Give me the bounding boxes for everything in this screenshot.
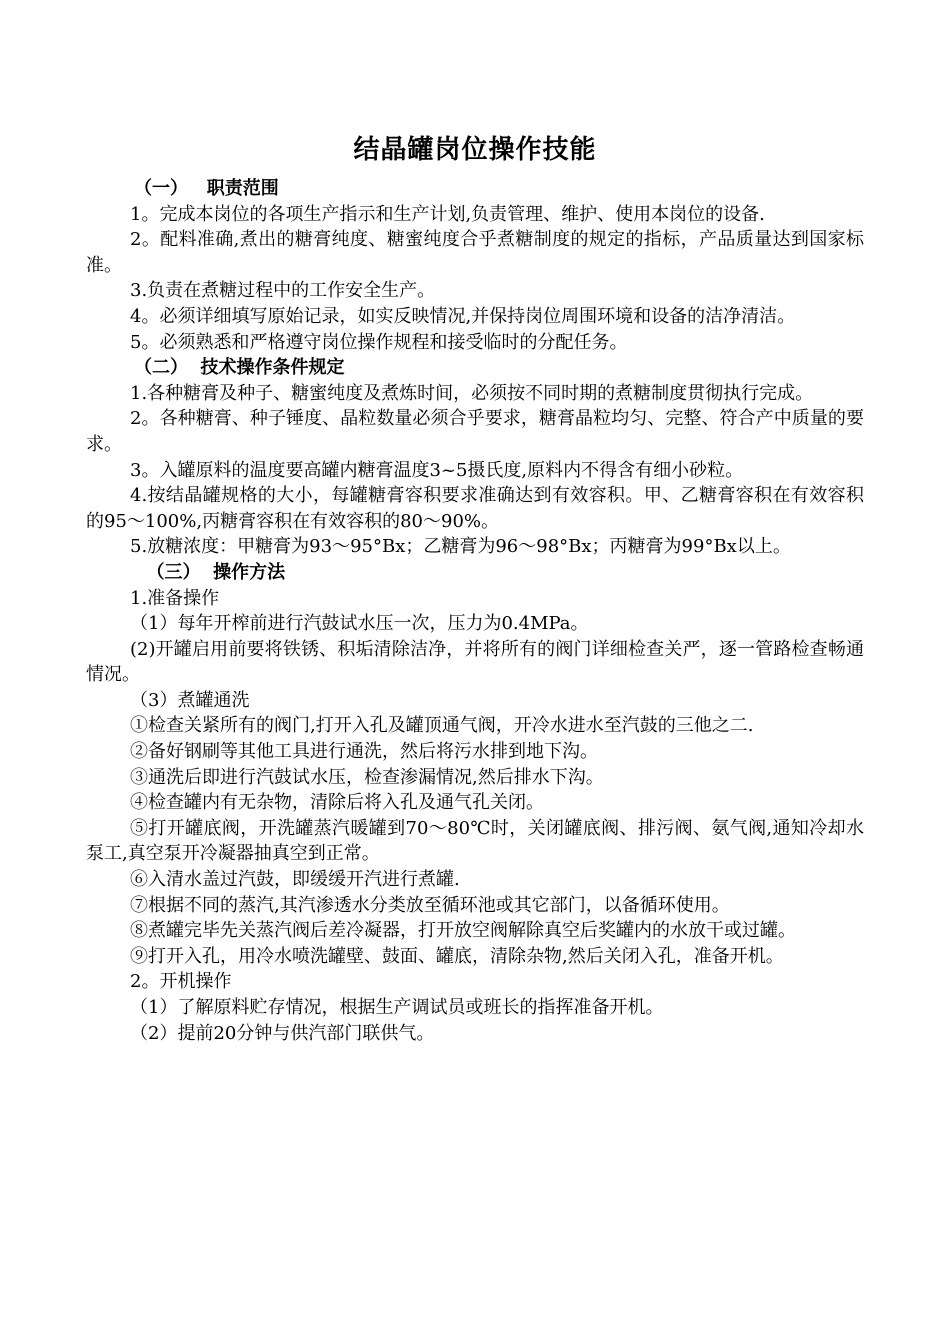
- paragraph: 4.按结晶罐规格的大小，每罐糖膏容积要求准确达到有效容积。甲、乙糖膏容积在有效容积的95～100%,丙糖膏容积在有效容积的80～90%。: [86, 485, 864, 532]
- paragraph: (2)开罐启用前要将铁锈、积垢清除洁净，并将所有的阀门详细检查关严，逐一管路检查畅通情况。: [86, 638, 864, 686]
- section-heading-duties: （一） 职责范围: [134, 178, 279, 199]
- paragraph: ⑥入清水盖过汽鼓，即缓缓开汽进行煮罐.: [130, 869, 460, 891]
- paragraph: ⑧煮罐完毕先关蒸汽阀后差冷凝器，打开放空阀解除真空后奖罐内的水放干或过罐。: [130, 920, 796, 942]
- document-title: 结晶罐岗位操作技能: [353, 135, 597, 165]
- paragraph: 3.负责在煮糖过程中的工作安全生产。: [130, 280, 436, 302]
- paragraph: 5.放糖浓度：甲糖膏为93～95°Bx；乙糖膏为96～98°Bx；丙糖膏为99°Bx以上。: [130, 536, 791, 558]
- paragraph: ⑦根据不同的蒸汽,其汽渗透水分类放至循环池或其它部门，以备循环使用。: [130, 894, 730, 916]
- paragraph: 2。各种糖膏、种子锤度、晶粒数量必须合乎要求，糖膏晶粒均匀、完整、符合产中质量的要求。: [86, 408, 864, 455]
- document-page: [86, 128, 864, 1046]
- paragraph: ②备好钢刷等其他工具进行通洗，然后将污水排到地下沟。: [130, 741, 598, 763]
- paragraph: 4。必须详细填写原始记录，如实反映情况,并保持岗位周围环境和设备的洁净清洁。: [130, 305, 796, 327]
- paragraph: ⑨打开入孔，用冷水喷洗罐壁、鼓面、罐底，清除杂物,然后关闭入孔，准备开机。: [130, 945, 784, 967]
- paragraph: 1.准备操作: [130, 587, 220, 609]
- paragraph: （1）了解原料贮存情况，根据生产调试员或班长的指挥准备开机。: [130, 997, 664, 1018]
- section-heading-operation-methods: （三） 操作方法: [134, 561, 286, 583]
- paragraph: ①检查关紧所有的阀门,打开入孔及罐顶通气阀，开冷水进水至汽鼓的三他之二.: [130, 715, 754, 737]
- paragraph: （1）每年开榨前进行汽鼓试水压一次，压力为0.4MPa。: [130, 613, 589, 635]
- paragraph: 5。必须熟悉和严格遵守岗位操作规程和接受临时的分配任务。: [130, 331, 628, 353]
- section-heading-technical-conditions: （二） 技术操作条件规定: [134, 357, 345, 379]
- paragraph: 3。入罐原料的温度要高罐内糖膏温度3~5摄氏度,原料内不得含有细小砂粒。: [130, 459, 744, 481]
- paragraph: ⑤打开罐底阀，开洗罐蒸汽暖罐到70～80℃时，关闭罐底阀、排污阀、氨气阀,通知冷却水泵工,真空泵开冷凝器抽真空到正常。: [86, 817, 864, 865]
- paragraph: 2。配料准确,煮出的糖膏纯度、糖蜜纯度合乎煮糖制度的规定的指标，产品质量达到国家标准。: [86, 229, 864, 276]
- paragraph: 1。完成本岗位的各项生产指示和生产计划,负责管理、维护、使用本岗位的设备.: [130, 203, 765, 225]
- paragraph: （2）提前20分钟与供汽部门联供气。: [130, 1022, 435, 1044]
- paragraph: 1.各种糖膏及种子、糖蜜纯度及煮炼时间，必须按不同时期的煮糖制度贯彻执行完成。: [130, 382, 814, 404]
- paragraph: ④检查罐内有无杂物，清除后将入孔及通气孔关闭。: [130, 792, 544, 814]
- paragraph: ③通洗后即进行汽鼓试水压，检查渗漏情况,然后排水下沟。: [130, 766, 604, 788]
- paragraph: （3）煮罐通洗: [130, 689, 250, 711]
- paragraph: 2。开机操作: [130, 971, 232, 993]
